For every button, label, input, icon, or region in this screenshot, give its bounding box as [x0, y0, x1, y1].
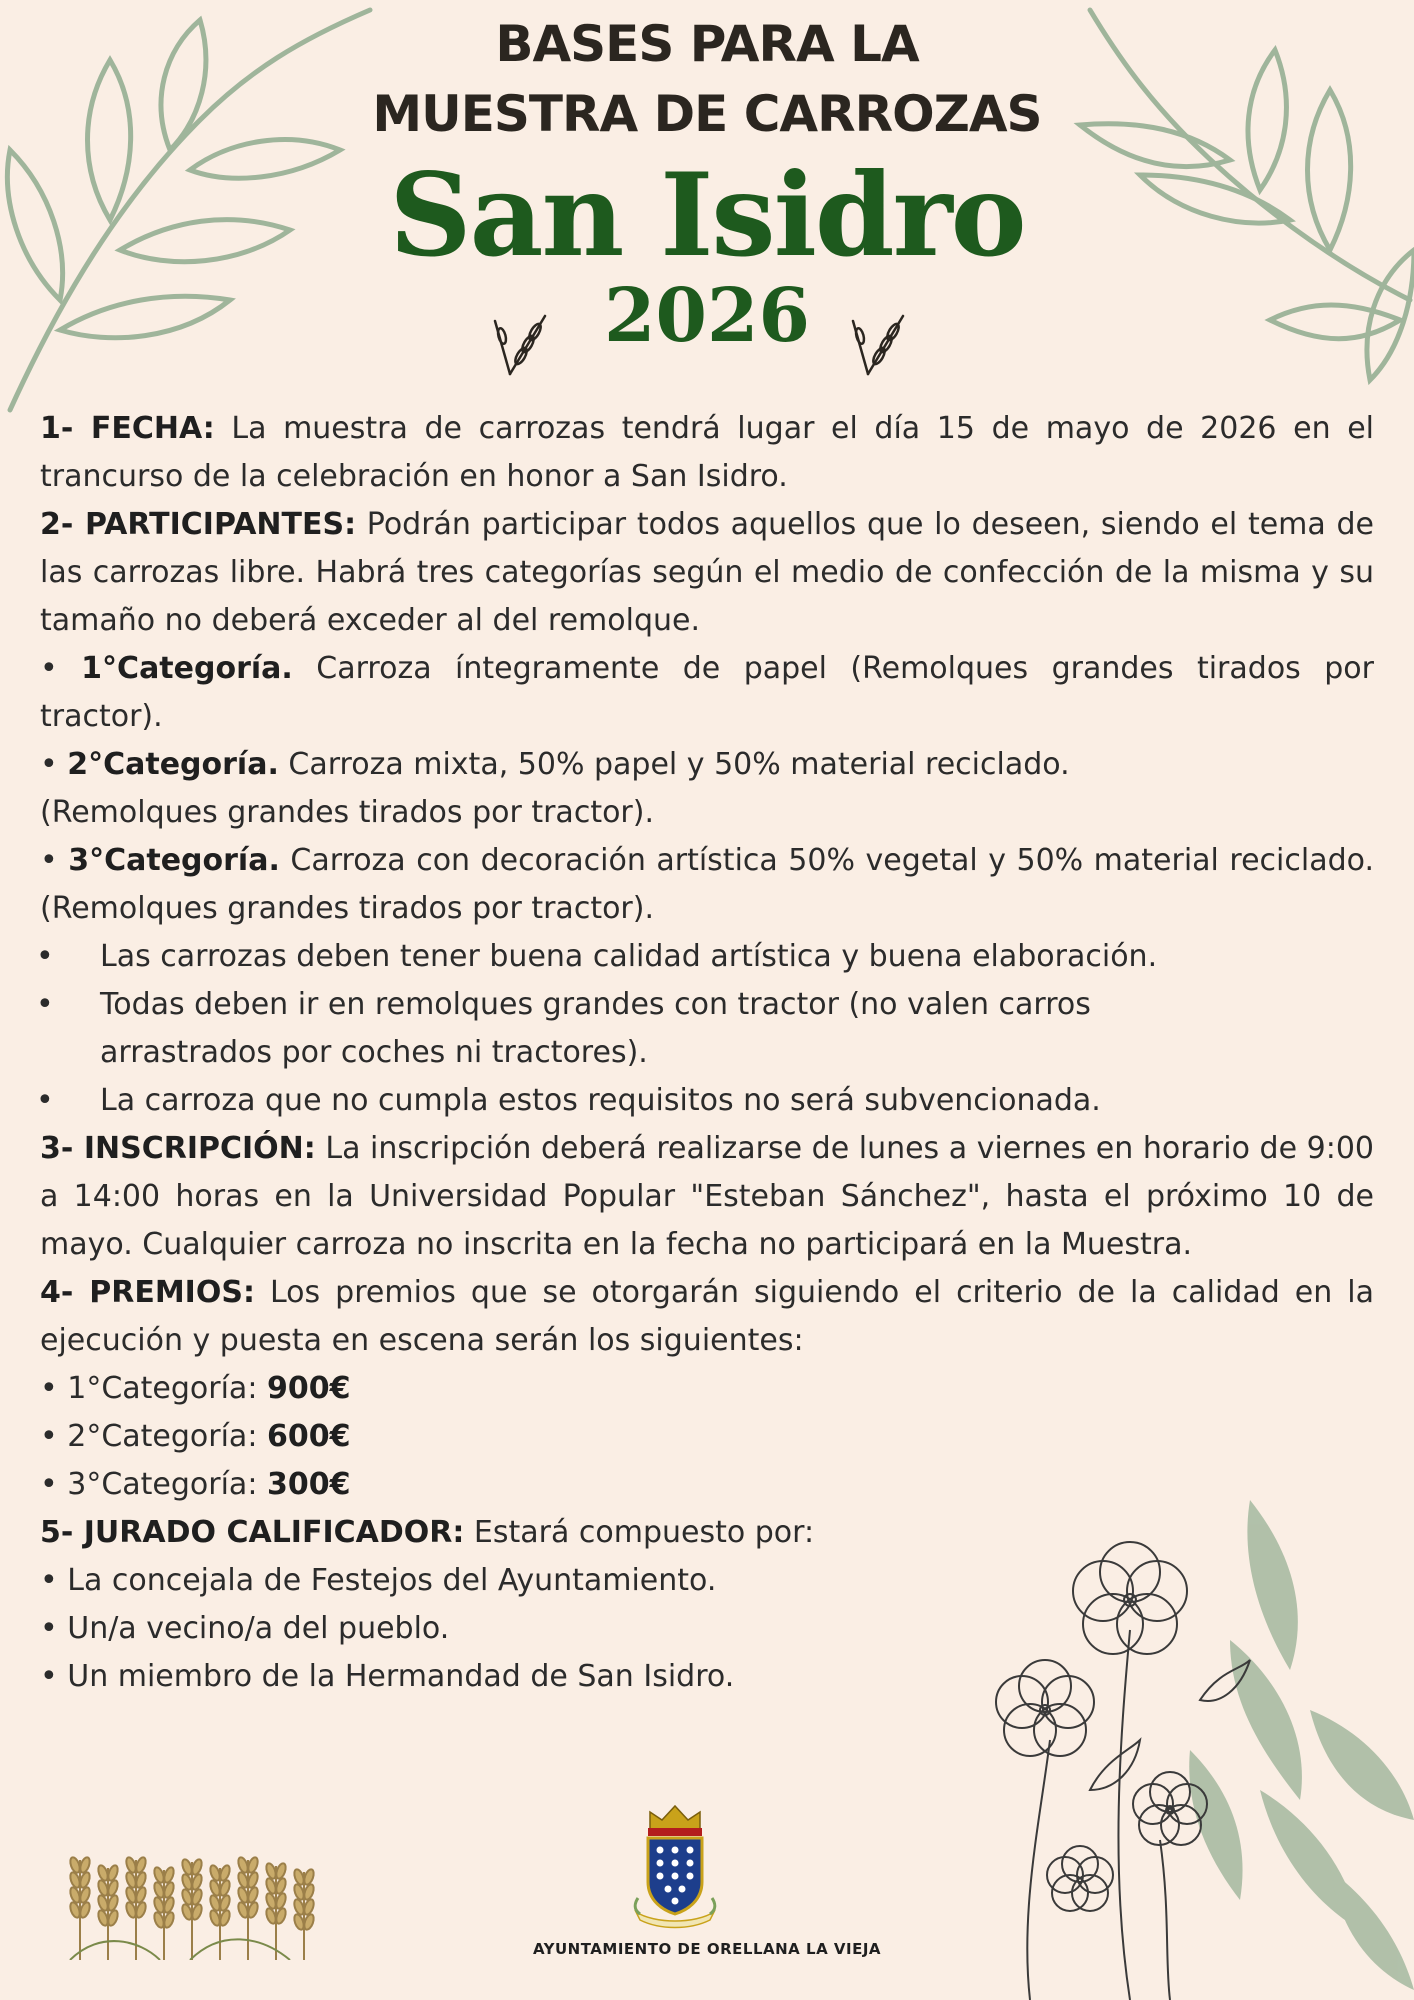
- category-3: [40, 837, 1374, 933]
- prize-item: [40, 1413, 1374, 1461]
- section-fecha-label: 1- FECHA:: [40, 411, 215, 446]
- section-fecha-text: La muestra de carrozas tendrá lugar el día 15 de mayo de 2026 en el trancurso de la celebración en honor a San Isidro.: [40, 411, 1374, 494]
- requirement-text: Todas deben ir en remolques grandes con tractor (no valen carros arrastrados por coches ni tractores).: [100, 987, 1091, 1070]
- wheat-bundle-illustration: [60, 1820, 350, 1960]
- jury-member: • La concejala de Festejos del Ayuntamiento.: [40, 1563, 717, 1598]
- event-title: San Isidro: [389, 148, 1025, 282]
- category-bullet: •: [40, 843, 69, 878]
- category-1-text: Carroza íntegramente de papel (Remolques grandes tirados por tractor).: [40, 651, 1375, 734]
- event-year: 2026: [604, 273, 810, 359]
- prize-amount: 900€: [266, 1371, 351, 1406]
- jury-member: • Un/a vecino/a del pueblo.: [40, 1611, 450, 1646]
- wheat-icon-right: [848, 306, 918, 376]
- category-2: [40, 741, 1374, 837]
- requirement-item: • La carroza que no cumpla estos requisitos no será subvencionada.: [36, 1083, 1101, 1118]
- section-inscripcion: [40, 1125, 1374, 1269]
- section-inscripcion-label: 3- INSCRIPCIÓN:: [40, 1131, 316, 1166]
- section-jurado-label: 5- JURADO CALIFICADOR:: [40, 1515, 465, 1550]
- section-participantes-text: Podrán participar todos aquellos que lo deseen, siendo el tema de las carrozas libre. Habrá tres categorías según el medio de confección de la misma y su tamaño no deberá exceder al del remolque.: [40, 507, 1374, 638]
- section-participantes: [40, 501, 1374, 645]
- category-2-text: Carroza mixta, 50% papel y 50% material reciclado.: [278, 747, 1070, 782]
- section-premios: [40, 1269, 1374, 1365]
- prize-label: • 1°Categoría:: [40, 1371, 267, 1406]
- category-bullet: •: [40, 747, 68, 782]
- category-3-text: Carroza con decoración artística 50% vegetal y 50% material reciclado. (Remolques grandes tirados por tractor).: [40, 843, 1374, 926]
- jury-member: • Un miembro de la Hermandad de San Isidro.: [40, 1659, 735, 1694]
- category-3-name: 3°Categoría.: [68, 843, 280, 878]
- section-fecha: [40, 405, 1374, 501]
- prize-amount: 300€: [266, 1467, 351, 1502]
- category-2-text-2: (Remolques grandes tirados por tractor).: [40, 795, 655, 830]
- category-bullet: •: [40, 651, 82, 686]
- section-participantes-label: 2- PARTICIPANTES:: [40, 507, 357, 542]
- category-2-name: 2°Categoría.: [67, 747, 279, 782]
- prize-label: • 3°Categoría:: [40, 1467, 267, 1502]
- heading-line-2: MUESTRA DE CARROZAS: [372, 85, 1042, 143]
- rules-body: [36, 405, 1375, 1701]
- requirement-item: • Todas deben ir en remolques grandes con tractor (no valen carros arrastrados por coches ni tractores).: [36, 987, 1091, 1070]
- coat-of-arms-logo: [630, 1800, 720, 1930]
- prize-item: [40, 1461, 1374, 1509]
- section-inscripcion-text: La inscripción deberá realizarse de lunes a viernes en horario de 9:00 a 14:00 horas en la Universidad Popular "Esteban Sánchez", hasta el próximo 10 de mayo. Cualquier carroza no inscrita en la fecha no participará en la Muestra.: [40, 1131, 1375, 1262]
- section-premios-label: 4- PREMIOS:: [40, 1275, 255, 1310]
- prize-label: • 2°Categoría:: [40, 1419, 267, 1454]
- organization-name: AYUNTAMIENTO DE ORELLANA LA VIEJA: [532, 1940, 882, 1958]
- heading-line-1: BASES PARA LA: [495, 15, 919, 73]
- wheat-icon-left: [490, 306, 560, 376]
- requirement-text: La carroza que no cumpla estos requisitos no será subvencionada.: [100, 1083, 1101, 1118]
- requirement-item: • Las carrozas deben tener buena calidad artística y buena elaboración.: [36, 939, 1158, 974]
- category-1: [40, 645, 1374, 741]
- requirement-text: Las carrozas deben tener buena calidad artística y buena elaboración.: [100, 939, 1158, 974]
- category-1-name: 1°Categoría.: [81, 651, 293, 686]
- prize-item: [40, 1365, 1374, 1413]
- section-jurado-text: Estará compuesto por:: [464, 1515, 815, 1550]
- section-premios-text: Los premios que se otorgarán siguiendo el criterio de la calidad en la ejecución y puesta en escena serán los siguientes:: [40, 1275, 1374, 1358]
- prize-amount: 600€: [266, 1419, 351, 1454]
- section-jurado: [40, 1509, 1374, 1557]
